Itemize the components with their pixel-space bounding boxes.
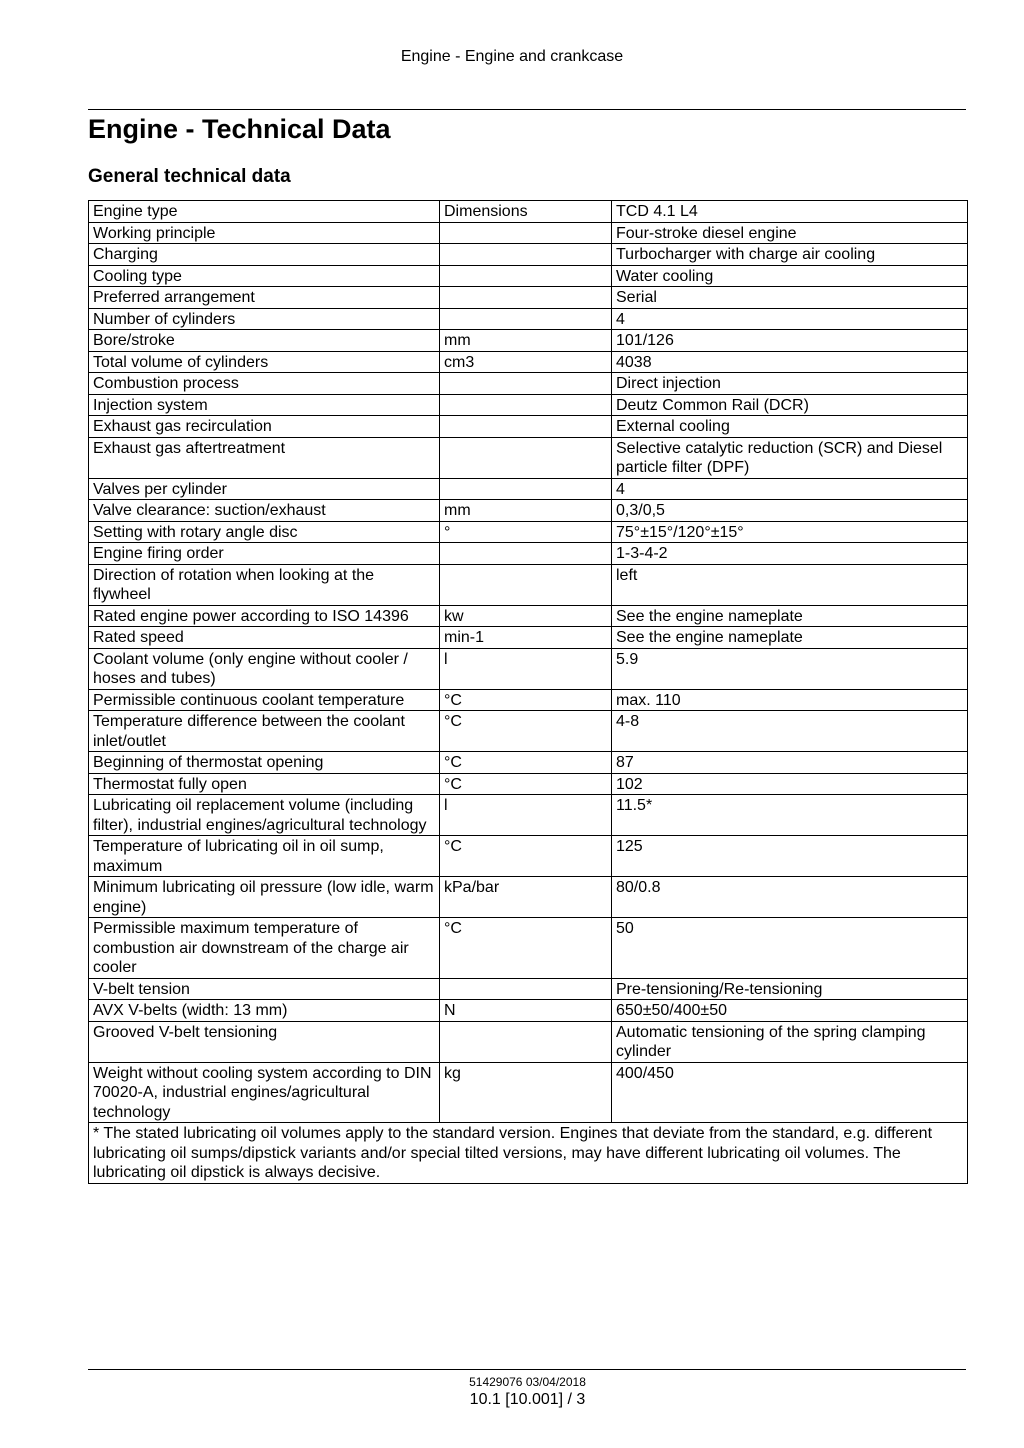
cell-unit — [440, 265, 612, 287]
table-row — [89, 330, 968, 352]
running-header: Engine - Engine and crankcase — [400, 48, 624, 65]
cell-unit: cm3 — [440, 351, 612, 373]
cell-unit — [440, 978, 612, 1000]
cell-label: Rated engine power according to ISO 14396 — [89, 605, 440, 627]
cell-unit: min-1 — [440, 627, 612, 649]
cell-unit — [440, 394, 612, 416]
cell-value: Pre-tensioning/Re-tensioning — [612, 978, 968, 1000]
cell-unit — [440, 222, 612, 244]
cell-unit — [440, 287, 612, 309]
cell-value: 4-8 — [612, 711, 968, 752]
cell-unit: l — [440, 795, 612, 836]
table-row — [89, 308, 968, 330]
cell-unit — [440, 478, 612, 500]
table-row — [89, 351, 968, 373]
cell-label: Engine type — [89, 201, 440, 223]
cell-label: Valve clearance: suction/exhaust — [89, 500, 440, 522]
cell-unit — [440, 244, 612, 266]
cell-value: 650±50/400±50 — [612, 1000, 968, 1022]
cell-label: V-belt tension — [89, 978, 440, 1000]
cell-unit: ° — [440, 521, 612, 543]
cell-value: 5.9 — [612, 648, 968, 689]
table-row — [89, 437, 968, 478]
technical-data-table-body — [89, 201, 968, 1123]
table-row — [89, 1000, 968, 1022]
cell-value: 4 — [612, 308, 968, 330]
table-row — [89, 689, 968, 711]
cell-label: Grooved V-belt tensioning — [89, 1021, 440, 1062]
cell-label: Combustion process — [89, 373, 440, 395]
cell-value: Four-stroke diesel engine — [612, 222, 968, 244]
cell-label: Cooling type — [89, 265, 440, 287]
table-row — [89, 752, 968, 774]
cell-unit: °C — [440, 918, 612, 979]
cell-label: Setting with rotary angle disc — [89, 521, 440, 543]
cell-value: 101/126 — [612, 330, 968, 352]
cell-value: Selective catalytic reduction (SCR) and Diesel particle filter (DPF) — [612, 437, 968, 478]
cell-label: Temperature difference between the coolant inlet/outlet — [89, 711, 440, 752]
cell-label: Engine firing order — [89, 543, 440, 565]
footer-divider — [88, 1369, 966, 1370]
table-row — [89, 478, 968, 500]
cell-label: Minimum lubricating oil pressure (low idle, warm engine) — [89, 877, 440, 918]
section-title: General technical data — [88, 166, 291, 187]
table-row — [89, 416, 968, 438]
cell-value: TCD 4.1 L4 — [612, 201, 968, 223]
table-row — [89, 648, 968, 689]
cell-label: Rated speed — [89, 627, 440, 649]
table-row — [89, 877, 968, 918]
cell-value: max. 110 — [612, 689, 968, 711]
table-row — [89, 394, 968, 416]
table-row — [89, 836, 968, 877]
cell-value: 80/0.8 — [612, 877, 968, 918]
cell-label: Number of cylinders — [89, 308, 440, 330]
cell-unit — [440, 543, 612, 565]
cell-unit: kPa/bar — [440, 877, 612, 918]
cell-label: Lubricating oil replacement volume (including filter), industrial engines/agricultural technology — [89, 795, 440, 836]
cell-label: Charging — [89, 244, 440, 266]
cell-unit: Dimensions — [440, 201, 612, 223]
cell-label: Permissible maximum temperature of combustion air downstream of the charge air cooler — [89, 918, 440, 979]
table-row — [89, 373, 968, 395]
cell-label: Weight without cooling system according to DIN 70020-A, industrial engines/agricultural technology — [89, 1062, 440, 1123]
cell-label: Injection system — [89, 394, 440, 416]
cell-value: 11.5* — [612, 795, 968, 836]
table-row — [89, 287, 968, 309]
cell-unit: °C — [440, 711, 612, 752]
cell-value: Water cooling — [612, 265, 968, 287]
cell-value: Direct injection — [612, 373, 968, 395]
technical-data-table — [88, 200, 968, 1184]
table-row — [89, 918, 968, 979]
table-row — [89, 201, 968, 223]
cell-value: 1-3-4-2 — [612, 543, 968, 565]
table-row — [89, 773, 968, 795]
table-row — [89, 265, 968, 287]
table-row — [89, 244, 968, 266]
cell-value: See the engine nameplate — [612, 627, 968, 649]
cell-value: 4 — [612, 478, 968, 500]
cell-value: 50 — [612, 918, 968, 979]
cell-label: Bore/stroke — [89, 330, 440, 352]
cell-unit: kg — [440, 1062, 612, 1123]
cell-unit — [440, 564, 612, 605]
table-row — [89, 564, 968, 605]
cell-unit: mm — [440, 500, 612, 522]
cell-value: 87 — [612, 752, 968, 774]
table-row — [89, 1062, 968, 1123]
cell-value: 125 — [612, 836, 968, 877]
cell-unit — [440, 416, 612, 438]
cell-value: 400/450 — [612, 1062, 968, 1123]
table-row — [89, 1021, 968, 1062]
cell-value: Serial — [612, 287, 968, 309]
cell-label: Beginning of thermostat opening — [89, 752, 440, 774]
cell-value: Turbocharger with charge air cooling — [612, 244, 968, 266]
cell-label: Permissible continuous coolant temperature — [89, 689, 440, 711]
table-row — [89, 711, 968, 752]
cell-label: Working principle — [89, 222, 440, 244]
table-row — [89, 222, 968, 244]
cell-unit: °C — [440, 836, 612, 877]
cell-value: left — [612, 564, 968, 605]
cell-value: External cooling — [612, 416, 968, 438]
cell-unit — [440, 1021, 612, 1062]
cell-label: Valves per cylinder — [89, 478, 440, 500]
cell-label: Temperature of lubricating oil in oil sump, maximum — [89, 836, 440, 877]
page-title: Engine - Technical Data — [88, 114, 391, 144]
page-number: 10.1 [10.001] / 3 — [469, 1391, 586, 1408]
cell-unit: mm — [440, 330, 612, 352]
cell-value: 75°±15°/120°±15° — [612, 521, 968, 543]
cell-unit: °C — [440, 752, 612, 774]
cell-unit — [440, 308, 612, 330]
table-row — [89, 795, 968, 836]
cell-unit: l — [440, 648, 612, 689]
table-row — [89, 543, 968, 565]
cell-value: Automatic tensioning of the spring clamping cylinder — [612, 1021, 968, 1062]
document-id: 51429076 03/04/2018 — [469, 1375, 586, 1389]
cell-unit — [440, 373, 612, 395]
table-row — [89, 500, 968, 522]
cell-label: Thermostat fully open — [89, 773, 440, 795]
cell-unit: kw — [440, 605, 612, 627]
cell-label: Coolant volume (only engine without cooler / hoses and tubes) — [89, 648, 440, 689]
table-row — [89, 605, 968, 627]
cell-unit: N — [440, 1000, 612, 1022]
cell-unit: °C — [440, 773, 612, 795]
header-divider — [88, 109, 966, 110]
cell-value: 102 — [612, 773, 968, 795]
cell-label: Total volume of cylinders — [89, 351, 440, 373]
table-row — [89, 521, 968, 543]
cell-value: See the engine nameplate — [612, 605, 968, 627]
cell-label: Direction of rotation when looking at the flywheel — [89, 564, 440, 605]
cell-label: Exhaust gas aftertreatment — [89, 437, 440, 478]
cell-label: AVX V-belts (width: 13 mm) — [89, 1000, 440, 1022]
table-row — [89, 978, 968, 1000]
cell-label: Exhaust gas recirculation — [89, 416, 440, 438]
table-row — [89, 627, 968, 649]
cell-value: Deutz Common Rail (DCR) — [612, 394, 968, 416]
cell-unit: °C — [440, 689, 612, 711]
footnote-text: * The stated lubricating oil volumes apply to the standard version. Engines that deviate from the standard, e.g. different lubricating oil sumps/dipstick variants and/or special tilted versions, may have different lubricating oil volumes. The lubricating oil dipstick is always decisive. — [89, 1123, 968, 1184]
cell-value: 4038 — [612, 351, 968, 373]
footnote-row — [89, 1123, 968, 1184]
cell-value: 0,3/0,5 — [612, 500, 968, 522]
cell-label: Preferred arrangement — [89, 287, 440, 309]
cell-unit — [440, 437, 612, 478]
